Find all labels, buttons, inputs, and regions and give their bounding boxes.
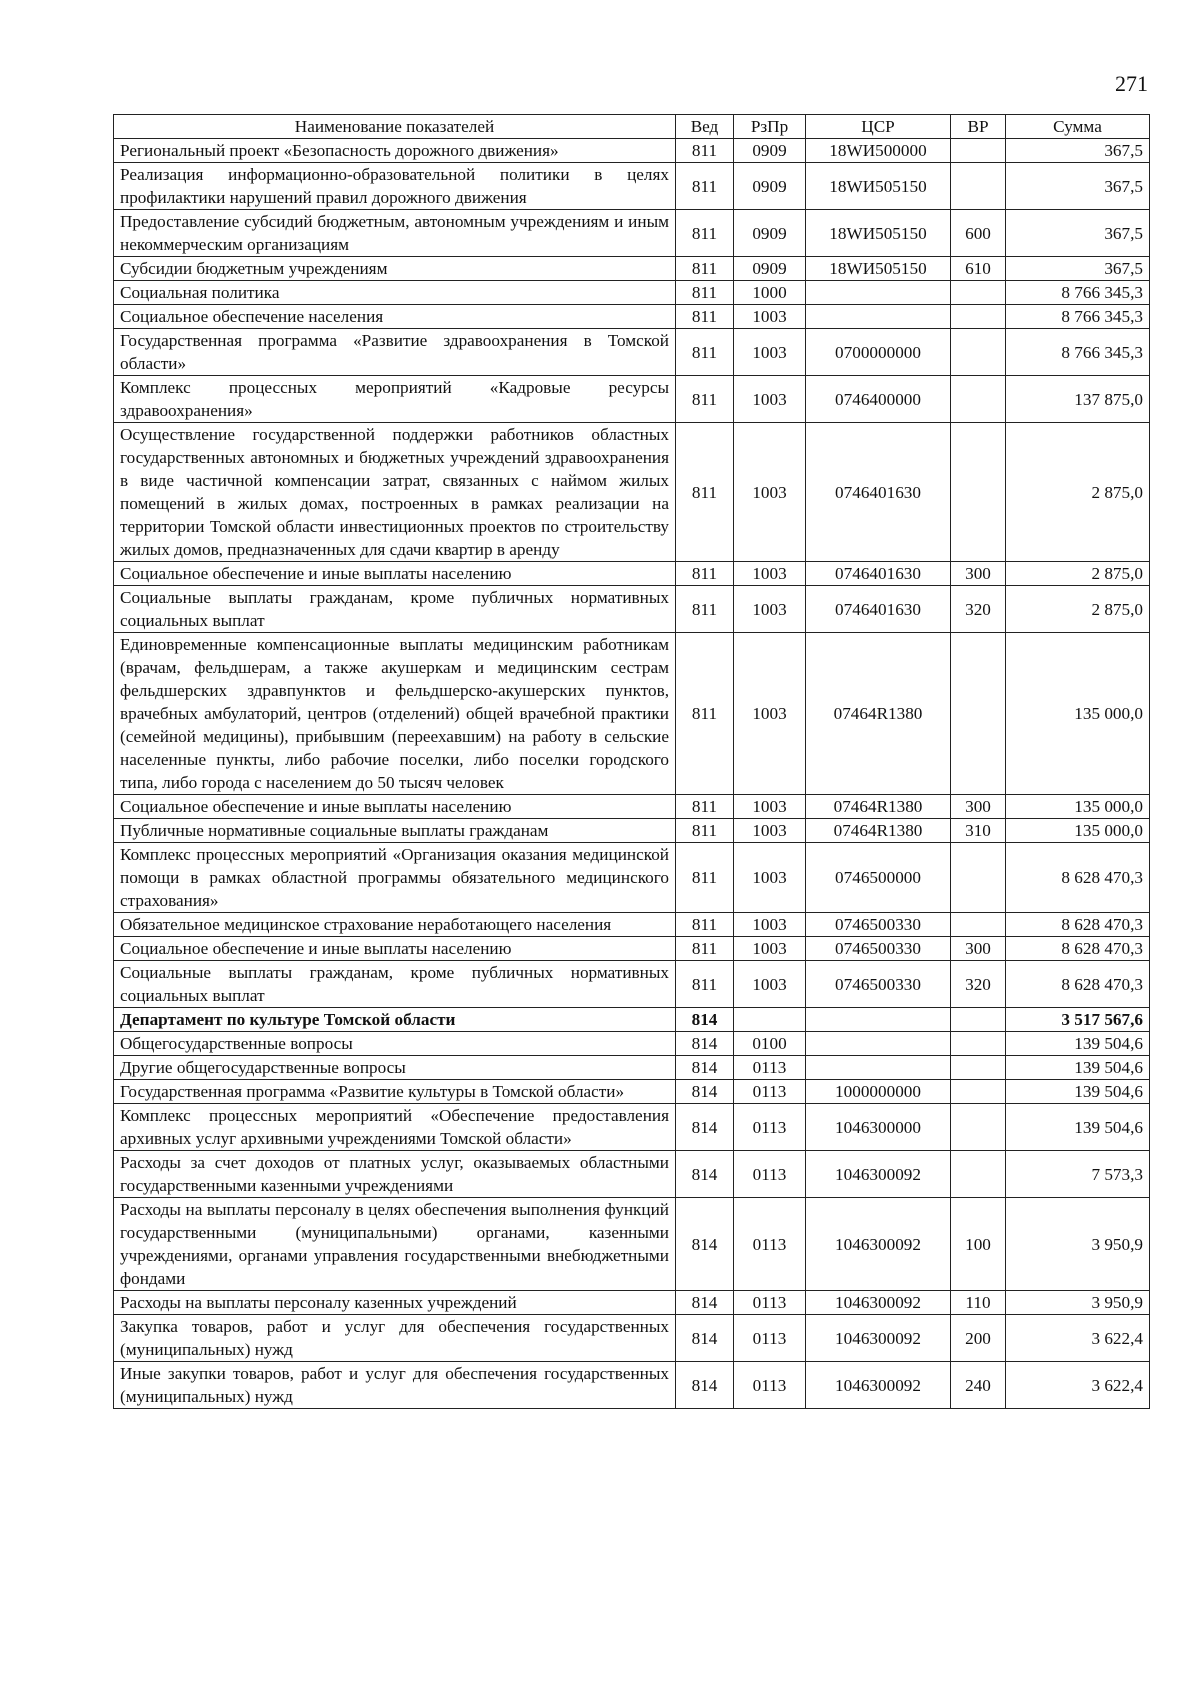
cell-name: Общегосударственные вопросы — [114, 1032, 676, 1056]
cell-vr: 610 — [951, 257, 1006, 281]
cell-name: Публичные нормативные социальные выплаты гражданам — [114, 819, 676, 843]
cell-rzpr: 1003 — [734, 633, 806, 795]
cell-rzpr: 1000 — [734, 281, 806, 305]
cell-vr — [951, 329, 1006, 376]
cell-sum: 7 573,3 — [1006, 1151, 1150, 1198]
cell-sum: 135 000,0 — [1006, 633, 1150, 795]
cell-vr — [951, 633, 1006, 795]
cell-ved: 811 — [676, 139, 734, 163]
cell-rzpr: 0100 — [734, 1032, 806, 1056]
cell-csr: 0746401630 — [806, 562, 951, 586]
cell-csr: 07464R1380 — [806, 795, 951, 819]
cell-rzpr — [734, 1008, 806, 1032]
cell-sum: 8 766 345,3 — [1006, 305, 1150, 329]
cell-sum: 367,5 — [1006, 139, 1150, 163]
cell-rzpr: 1003 — [734, 329, 806, 376]
cell-ved: 811 — [676, 913, 734, 937]
cell-name: Другие общегосударственные вопросы — [114, 1056, 676, 1080]
cell-ved: 814 — [676, 1056, 734, 1080]
cell-sum: 8 628 470,3 — [1006, 913, 1150, 937]
cell-ved: 811 — [676, 423, 734, 562]
cell-rzpr: 1003 — [734, 305, 806, 329]
cell-sum: 3 622,4 — [1006, 1362, 1150, 1409]
cell-name: Иные закупки товаров, работ и услуг для обеспечения государственных (муниципальных) нужд — [114, 1362, 676, 1409]
cell-ved: 811 — [676, 819, 734, 843]
cell-vr — [951, 1032, 1006, 1056]
cell-csr: 1046300092 — [806, 1198, 951, 1291]
cell-vr: 200 — [951, 1315, 1006, 1362]
cell-name: Социальные выплаты гражданам, кроме публичных нормативных социальных выплат — [114, 586, 676, 633]
cell-rzpr: 0909 — [734, 163, 806, 210]
cell-name: Обязательное медицинское страхование неработающего населения — [114, 913, 676, 937]
cell-name: Реализация информационно-образовательной политики в целях профилактики нарушений правил дорожного движения — [114, 163, 676, 210]
cell-csr: 0746400000 — [806, 376, 951, 423]
table-header — [114, 115, 1150, 139]
table-body — [114, 139, 1150, 1409]
table-row — [114, 210, 1150, 257]
cell-sum: 8 628 470,3 — [1006, 937, 1150, 961]
cell-sum: 135 000,0 — [1006, 795, 1150, 819]
cell-rzpr: 0113 — [734, 1198, 806, 1291]
cell-csr: 1046300092 — [806, 1151, 951, 1198]
table-row — [114, 1151, 1150, 1198]
cell-sum: 139 504,6 — [1006, 1104, 1150, 1151]
cell-name: Социальное обеспечение населения — [114, 305, 676, 329]
table-row — [114, 1362, 1150, 1409]
cell-csr: 1000000000 — [806, 1080, 951, 1104]
cell-vr — [951, 1151, 1006, 1198]
cell-rzpr: 0909 — [734, 139, 806, 163]
cell-name: Закупка товаров, работ и услуг для обеспечения государственных (муниципальных) нужд — [114, 1315, 676, 1362]
cell-rzpr: 0113 — [734, 1362, 806, 1409]
table-row — [114, 1008, 1150, 1032]
cell-ved: 811 — [676, 329, 734, 376]
cell-csr — [806, 1008, 951, 1032]
table-row — [114, 819, 1150, 843]
cell-name: Единовременные компенсационные выплаты медицинским работникам (врачам, фельдшерам, а также акушеркам и медицинским сестрам фельдшерских здравпунктов и фельдшерско-акушерских пунктов, врачебных амбулаторий, центров (отделений) общей врачебной практики (семейной медицины), прибывшим (переехавшим) на работу в сельские населенные пункты, либо рабочие поселки, либо поселки городского типа, либо города с населением до 50 тысяч человек — [114, 633, 676, 795]
cell-rzpr: 0113 — [734, 1315, 806, 1362]
cell-vr — [951, 305, 1006, 329]
cell-rzpr: 1003 — [734, 586, 806, 633]
cell-sum: 2 875,0 — [1006, 562, 1150, 586]
cell-name: Расходы на выплаты персоналу казенных учреждений — [114, 1291, 676, 1315]
cell-vr — [951, 1008, 1006, 1032]
cell-vr: 600 — [951, 210, 1006, 257]
cell-sum: 3 950,9 — [1006, 1291, 1150, 1315]
cell-csr: 18WИ500000 — [806, 139, 951, 163]
cell-rzpr: 0113 — [734, 1104, 806, 1151]
cell-ved: 814 — [676, 1104, 734, 1151]
cell-sum: 8 628 470,3 — [1006, 961, 1150, 1008]
cell-sum: 139 504,6 — [1006, 1032, 1150, 1056]
header-ved: Вед — [676, 115, 734, 139]
cell-name: Социальная политика — [114, 281, 676, 305]
table-row — [114, 1104, 1150, 1151]
cell-vr: 320 — [951, 961, 1006, 1008]
cell-sum: 3 517 567,6 — [1006, 1008, 1150, 1032]
cell-ved: 811 — [676, 257, 734, 281]
cell-vr: 100 — [951, 1198, 1006, 1291]
cell-ved: 814 — [676, 1291, 734, 1315]
cell-csr — [806, 281, 951, 305]
cell-ved: 814 — [676, 1315, 734, 1362]
table-row — [114, 163, 1150, 210]
table-row — [114, 376, 1150, 423]
cell-rzpr: 1003 — [734, 423, 806, 562]
cell-vr — [951, 163, 1006, 210]
cell-ved: 814 — [676, 1080, 734, 1104]
header-vr: ВР — [951, 115, 1006, 139]
cell-ved: 811 — [676, 633, 734, 795]
cell-rzpr: 0113 — [734, 1151, 806, 1198]
cell-rzpr: 1003 — [734, 562, 806, 586]
table-row — [114, 1198, 1150, 1291]
cell-name: Комплекс процессных мероприятий «Обеспечение предоставления архивных услуг архивными учреждениями Томской области» — [114, 1104, 676, 1151]
cell-sum: 2 875,0 — [1006, 423, 1150, 562]
cell-sum: 139 504,6 — [1006, 1080, 1150, 1104]
cell-ved: 814 — [676, 1362, 734, 1409]
cell-rzpr: 1003 — [734, 795, 806, 819]
cell-ved: 811 — [676, 281, 734, 305]
table-row — [114, 961, 1150, 1008]
cell-name: Региональный проект «Безопасность дорожного движения» — [114, 139, 676, 163]
cell-csr: 0700000000 — [806, 329, 951, 376]
cell-vr — [951, 1104, 1006, 1151]
cell-name: Социальное обеспечение и иные выплаты населению — [114, 937, 676, 961]
cell-csr: 1046300092 — [806, 1291, 951, 1315]
cell-csr: 07464R1380 — [806, 819, 951, 843]
header-sum: Сумма — [1006, 115, 1150, 139]
table-row — [114, 423, 1150, 562]
table-row — [114, 1291, 1150, 1315]
cell-name: Департамент по культуре Томской области — [114, 1008, 676, 1032]
cell-vr — [951, 423, 1006, 562]
cell-rzpr: 0909 — [734, 257, 806, 281]
cell-csr: 0746500330 — [806, 937, 951, 961]
cell-sum: 3 622,4 — [1006, 1315, 1150, 1362]
cell-ved: 811 — [676, 961, 734, 1008]
cell-csr: 0746500000 — [806, 843, 951, 913]
cell-ved: 811 — [676, 937, 734, 961]
table-row — [114, 329, 1150, 376]
cell-ved: 814 — [676, 1008, 734, 1032]
cell-ved: 814 — [676, 1198, 734, 1291]
cell-name: Социальное обеспечение и иные выплаты населению — [114, 562, 676, 586]
cell-csr: 0746401630 — [806, 423, 951, 562]
cell-ved: 811 — [676, 562, 734, 586]
cell-name: Комплекс процессных мероприятий «Кадровые ресурсы здравоохранения» — [114, 376, 676, 423]
header-rzpr: РзПр — [734, 115, 806, 139]
cell-vr — [951, 376, 1006, 423]
cell-vr — [951, 139, 1006, 163]
cell-vr: 300 — [951, 937, 1006, 961]
cell-vr — [951, 281, 1006, 305]
cell-csr: 1046300092 — [806, 1362, 951, 1409]
table-row — [114, 586, 1150, 633]
cell-csr — [806, 1056, 951, 1080]
cell-vr — [951, 1080, 1006, 1104]
table-row — [114, 1032, 1150, 1056]
cell-rzpr: 1003 — [734, 376, 806, 423]
cell-rzpr: 0113 — [734, 1056, 806, 1080]
cell-sum: 2 875,0 — [1006, 586, 1150, 633]
cell-csr: 07464R1380 — [806, 633, 951, 795]
cell-csr: 18WИ505150 — [806, 210, 951, 257]
cell-vr: 240 — [951, 1362, 1006, 1409]
table-row — [114, 843, 1150, 913]
cell-name: Предоставление субсидий бюджетным, автономным учреждениям и иным некоммерческим организациям — [114, 210, 676, 257]
cell-csr: 0746401630 — [806, 586, 951, 633]
cell-csr — [806, 305, 951, 329]
cell-ved: 811 — [676, 305, 734, 329]
header-row — [114, 115, 1150, 139]
cell-ved: 811 — [676, 843, 734, 913]
cell-sum: 139 504,6 — [1006, 1056, 1150, 1080]
cell-csr — [806, 1032, 951, 1056]
table-row — [114, 937, 1150, 961]
cell-rzpr: 1003 — [734, 937, 806, 961]
cell-csr: 1046300092 — [806, 1315, 951, 1362]
cell-name: Расходы за счет доходов от платных услуг, оказываемых областными государственными казенными учреждениями — [114, 1151, 676, 1198]
cell-rzpr: 0909 — [734, 210, 806, 257]
cell-name: Субсидии бюджетным учреждениям — [114, 257, 676, 281]
table-row — [114, 257, 1150, 281]
header-csr: ЦСР — [806, 115, 951, 139]
table-row — [114, 562, 1150, 586]
cell-sum: 8 628 470,3 — [1006, 843, 1150, 913]
cell-ved: 811 — [676, 376, 734, 423]
cell-rzpr: 0113 — [734, 1080, 806, 1104]
cell-rzpr: 0113 — [734, 1291, 806, 1315]
table-row — [114, 633, 1150, 795]
cell-rzpr: 1003 — [734, 819, 806, 843]
table-row — [114, 913, 1150, 937]
cell-sum: 3 950,9 — [1006, 1198, 1150, 1291]
table-row — [114, 1315, 1150, 1362]
table-row — [114, 139, 1150, 163]
cell-vr — [951, 843, 1006, 913]
cell-rzpr: 1003 — [734, 843, 806, 913]
cell-name: Осуществление государственной поддержки работников областных государственных автономных и бюджетных учреждений здравоохранения в виде частичной компенсации затрат, связанных с наймом жилых помещений в жилых домах, построенных в рамках реализации на территории Томской области инвестиционных проектов по строительству жилых домов, предназначенных для сдачи квартир в аренду — [114, 423, 676, 562]
page-number: 271 — [1115, 71, 1148, 96]
cell-ved: 814 — [676, 1032, 734, 1056]
cell-vr: 320 — [951, 586, 1006, 633]
cell-ved: 811 — [676, 795, 734, 819]
cell-csr: 0746500330 — [806, 961, 951, 1008]
cell-name: Социальное обеспечение и иные выплаты населению — [114, 795, 676, 819]
budget-table — [113, 114, 1150, 1409]
cell-name: Социальные выплаты гражданам, кроме публичных нормативных социальных выплат — [114, 961, 676, 1008]
cell-sum: 367,5 — [1006, 257, 1150, 281]
table-row — [114, 281, 1150, 305]
cell-name: Расходы на выплаты персоналу в целях обеспечения выполнения функций государственными (муниципальными) органами, казенными учреждениями, органами управления государственными внебюджетными фондами — [114, 1198, 676, 1291]
cell-csr: 18WИ505150 — [806, 163, 951, 210]
cell-vr: 300 — [951, 562, 1006, 586]
table-row — [114, 305, 1150, 329]
cell-name: Государственная программа «Развитие здравоохранения в Томской области» — [114, 329, 676, 376]
cell-vr: 110 — [951, 1291, 1006, 1315]
table-row — [114, 1056, 1150, 1080]
cell-sum: 8 766 345,3 — [1006, 281, 1150, 305]
cell-ved: 811 — [676, 210, 734, 257]
cell-name: Комплекс процессных мероприятий «Организация оказания медицинской помощи в рамках областной программы обязательного медицинского страхования» — [114, 843, 676, 913]
cell-sum: 367,5 — [1006, 163, 1150, 210]
cell-sum: 137 875,0 — [1006, 376, 1150, 423]
cell-csr: 18WИ505150 — [806, 257, 951, 281]
cell-csr: 1046300000 — [806, 1104, 951, 1151]
cell-ved: 811 — [676, 163, 734, 210]
table-row — [114, 795, 1150, 819]
cell-ved: 814 — [676, 1151, 734, 1198]
header-name: Наименование показателей — [114, 115, 676, 139]
table-row — [114, 1080, 1150, 1104]
cell-vr — [951, 913, 1006, 937]
cell-vr: 310 — [951, 819, 1006, 843]
cell-name: Государственная программа «Развитие культуры в Томской области» — [114, 1080, 676, 1104]
cell-vr: 300 — [951, 795, 1006, 819]
cell-vr — [951, 1056, 1006, 1080]
cell-sum: 8 766 345,3 — [1006, 329, 1150, 376]
cell-rzpr: 1003 — [734, 913, 806, 937]
cell-rzpr: 1003 — [734, 961, 806, 1008]
cell-ved: 811 — [676, 586, 734, 633]
cell-sum: 135 000,0 — [1006, 819, 1150, 843]
cell-csr: 0746500330 — [806, 913, 951, 937]
cell-sum: 367,5 — [1006, 210, 1150, 257]
